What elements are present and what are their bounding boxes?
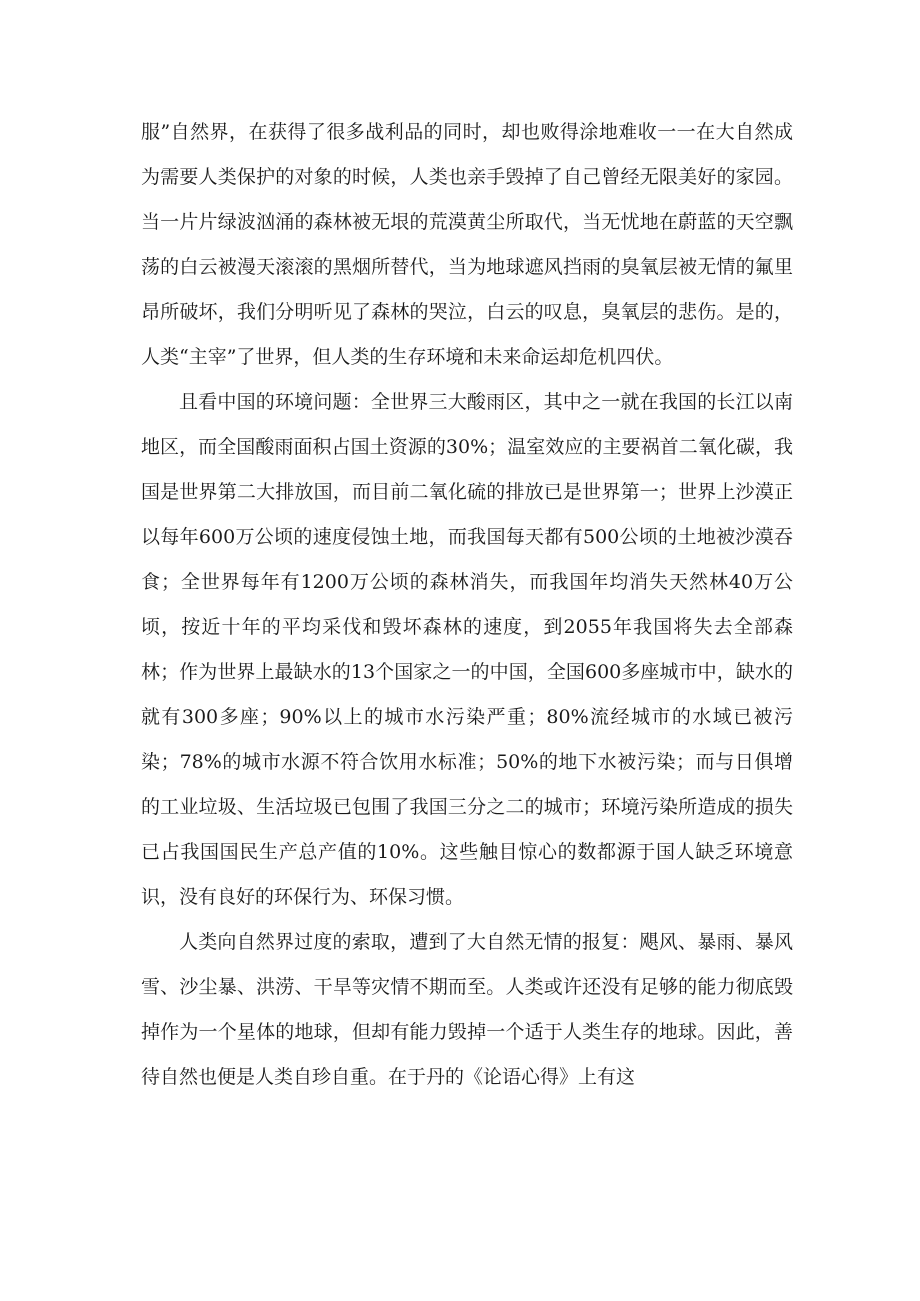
paragraph-2: 且看中国的环境问题：全世界三大酸雨区，其中之一就在我国的长江以南地区，而全国酸雨面积占国土资源的30%；温室效应的主要祸首二氧化碳，我国是世界第二大排放国，而目前二氧化硫的排放已是世界第一；世界上沙漠正以每年600万公顷的速度侵蚀土地，而我国每天都有500公顷的土地被沙漠吞食；全世界每年有1200万公顷的森林消失，而我国年均消失天然林40万公顷，按近十年的平均采伐和毁坏森林的速度，到2055年我国将失去全部森林；作为世界上最缺水的13个国家之一的中国，全国600多座城市中，缺水的就有300多座；90%以上的城市水污染严重；80%流经城市的水域已被污染；78%的城市水源不符合饮用水标准；50%的地下水被污染；而与日俱增的工业垃圾、生活垃圾已包围了我国三分之二的城市；环境污染所造成的损失已占我国国民生产总产值的10%。这些触目惊心的数都源于国人缺乏环境意识，没有良好的环保行为、环保习惯。: [141, 391, 793, 908]
paragraph-1: 服”自然界，在获得了很多战利品的同时，却也败得涂地难收一一在大自然成为需要人类保护的对象的时候，人类也亲手毁掉了自己曾经无限美好的家园。当一片片绿波汹涌的森林被无垠的荒漠黄尘所取代，当无忧地在蔚蓝的天空飘荡的白云被漫天滚滚的黑烟所替代，当为地球遮风挡雨的臭氧层被无情的氟里昂所破坏，我们分明听见了森林的哭泣，白云的叹息，臭氧层的悲伤。是的，人类“主宰”了世界，但人类的生存环境和未来命运却危机四伏。: [141, 121, 793, 368]
document-page: [141, 110, 793, 1100]
paragraph-3: 人类向自然界过度的索取，遭到了大自然无情的报复：飓风、暴雨、暴风雪、沙尘暴、洪涝、干旱等灾情不期而至。人类或许还没有足够的能力彻底毁掉作为一个星体的地球，但却有能力毁掉一个适于人类生存的地球。因此，善待自然也便是人类自珍自重。在于丹的《论语心得》上有这: [141, 931, 793, 1088]
